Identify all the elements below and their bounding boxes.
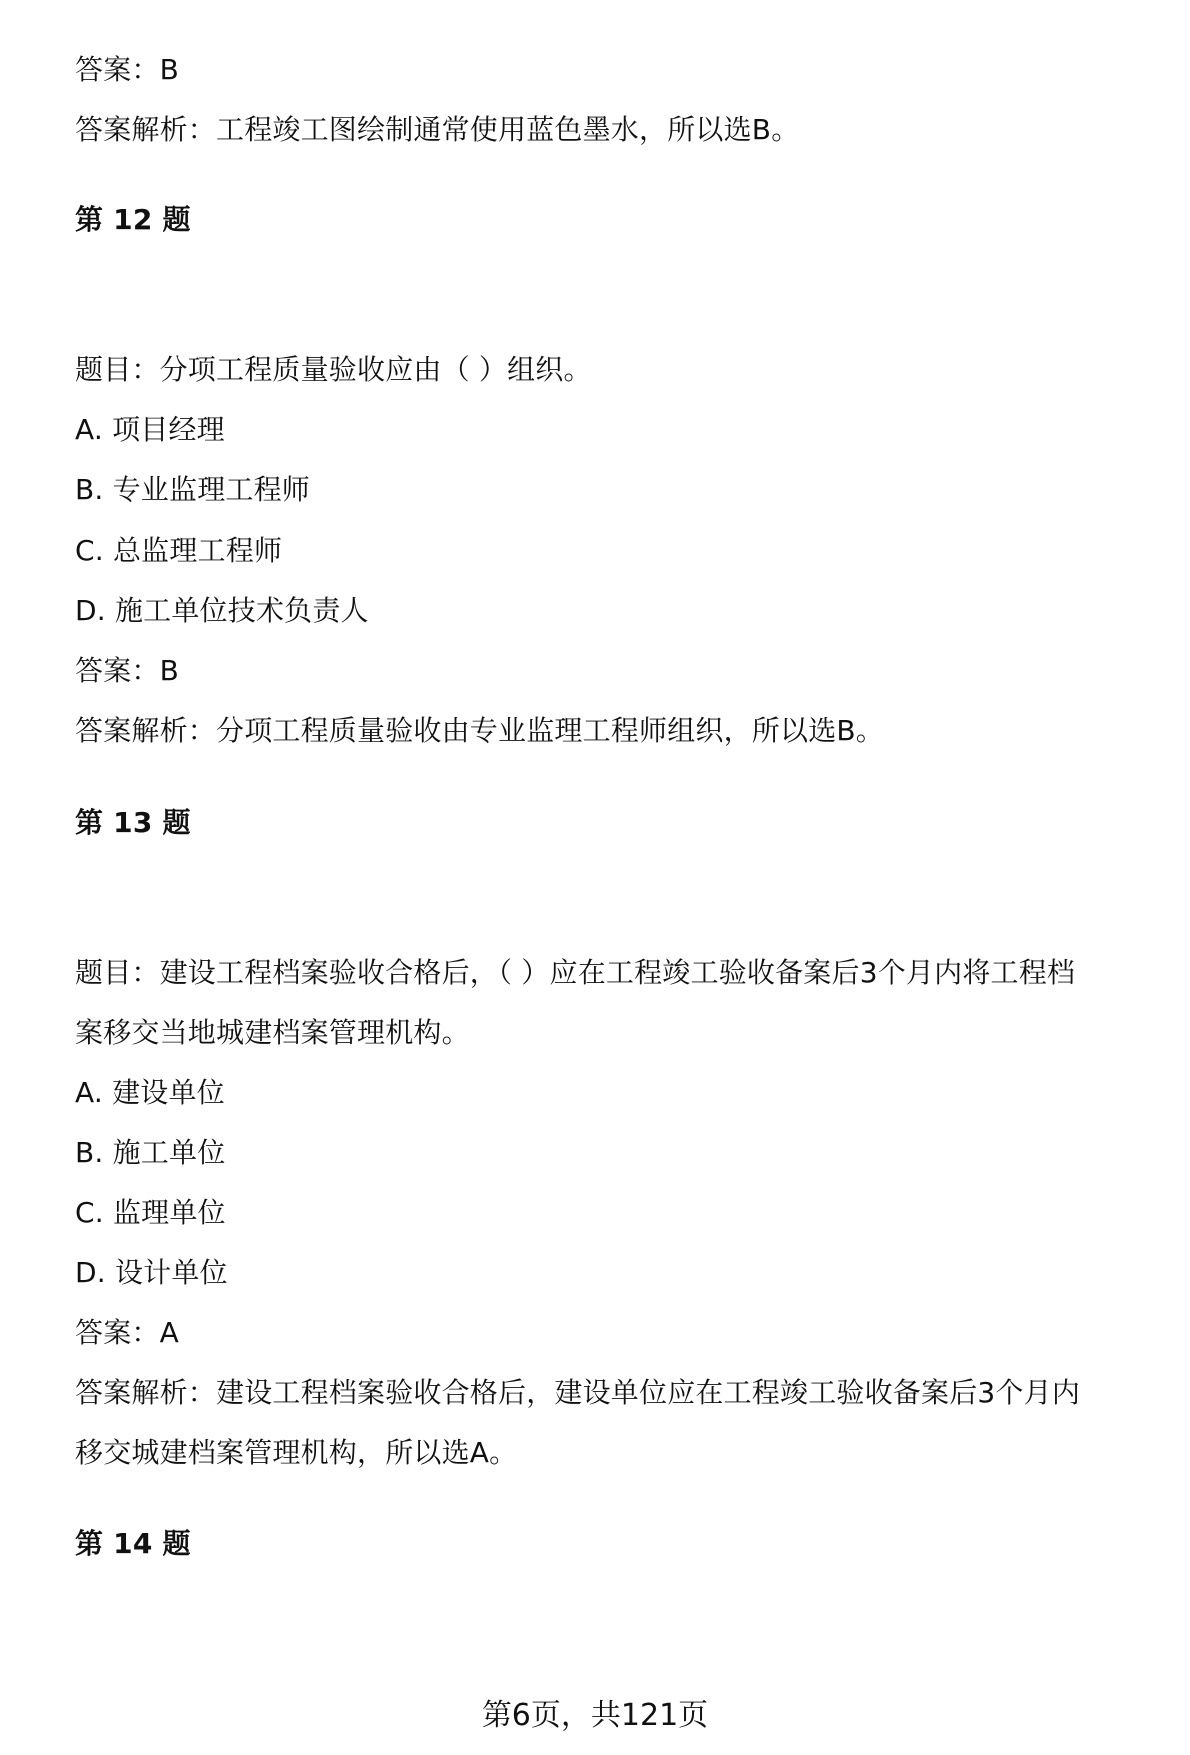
question-12-heading: 第 12 题 xyxy=(75,203,191,236)
question-13-option-c: C. 监理单位 xyxy=(75,1196,226,1229)
question-13-explanation-line2: 移交城建档案管理机构，所以选A。 xyxy=(75,1436,518,1469)
question-13-option-b: B. 施工单位 xyxy=(75,1136,226,1169)
question-12-option-c: C. 总监理工程师 xyxy=(75,534,283,567)
question-12-option-a: A. 项目经理 xyxy=(75,413,225,446)
question-13-heading: 第 13 题 xyxy=(75,806,191,839)
question-13-text-line2: 案移交当地城建档案管理机构。 xyxy=(75,1016,470,1049)
question-13-answer: 答案：A xyxy=(75,1316,179,1349)
question-13-explanation-line1: 答案解析：建设工程档案验收合格后，建设单位应在工程竣工验收备案后3个月内 xyxy=(75,1376,1081,1409)
question-13-option-d: D. 设计单位 xyxy=(75,1256,228,1289)
question-13-option-a: A. 建设单位 xyxy=(75,1076,225,1109)
page-footer: 第6页，共121页 xyxy=(481,1698,709,1733)
question-12-answer: 答案：B xyxy=(75,654,180,687)
question-14-heading: 第 14 题 xyxy=(75,1527,191,1560)
question-12-text: 题目：分项工程质量验收应由（ ）组织。 xyxy=(75,353,592,386)
question-12-option-b: B. 专业监理工程师 xyxy=(75,473,311,506)
prev-explanation: 答案解析：工程竣工图绘制通常使用蓝色墨水，所以选B。 xyxy=(75,113,800,146)
question-12-option-d: D. 施工单位技术负责人 xyxy=(75,594,369,627)
prev-answer: 答案：B xyxy=(75,53,180,86)
question-13-text-line1: 题目：建设工程档案验收合格后，（ ）应在工程竣工验收备案后3个月内将工程档 xyxy=(75,956,1076,989)
question-12-explanation: 答案解析：分项工程质量验收由专业监理工程师组织，所以选B。 xyxy=(75,714,885,747)
